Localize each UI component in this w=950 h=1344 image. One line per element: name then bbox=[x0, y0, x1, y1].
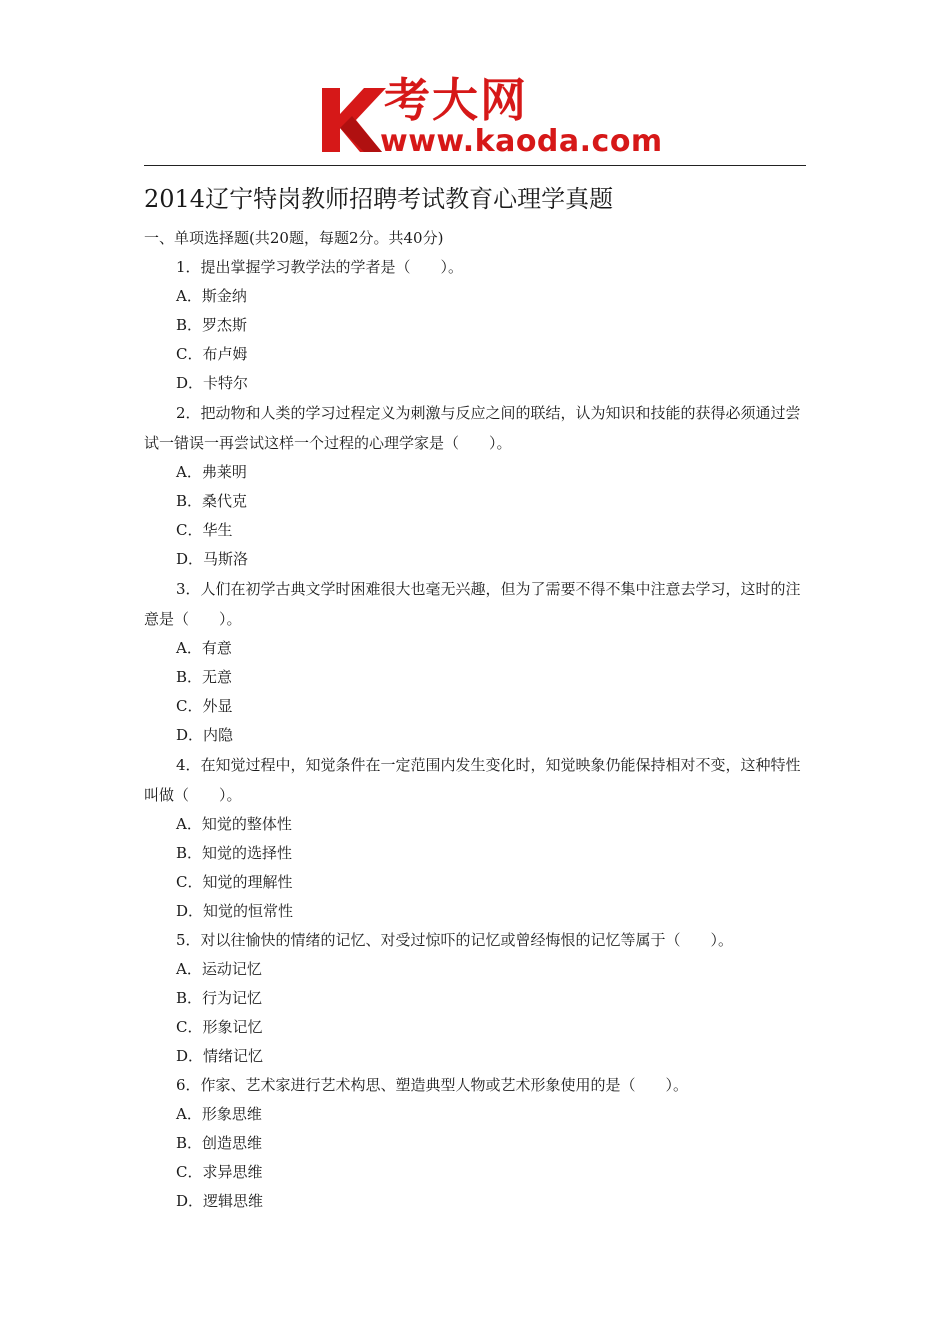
option: A．弗莱明 bbox=[176, 463, 247, 481]
k-logo-icon bbox=[318, 84, 388, 156]
question-5: 5．对以往愉快的情绪的记忆、对受过惊吓的记忆或曾经悔恨的记忆等属于（ ）。 bbox=[176, 931, 734, 949]
logo-brand-text: 考大网 bbox=[384, 73, 528, 127]
logo-url-text: www.kaoda.com bbox=[380, 124, 663, 159]
question-2-text: 2．把动物和人类的学习过程定义为刺激与反应之间的联结，认为知识和技能的获得必须通过尝试一错误一再尝试这样一个过程的心理学家是（ ）。 bbox=[144, 404, 801, 452]
option: D．卡特尔 bbox=[176, 374, 249, 392]
option: B．行为记忆 bbox=[176, 989, 263, 1007]
option: D．内隐 bbox=[176, 726, 234, 744]
option: C．布卢姆 bbox=[176, 345, 248, 363]
option: A．知觉的整体性 bbox=[176, 815, 292, 833]
document-title: 2014辽宁特岗教师招聘考试教育心理学真题 bbox=[144, 185, 614, 213]
option: C．华生 bbox=[176, 521, 233, 539]
option: B．无意 bbox=[176, 668, 233, 686]
question-1: 1．提出掌握学习教学法的学者是（ ）。 bbox=[176, 258, 464, 276]
question-6: 6．作家、艺术家进行艺术构思、塑造典型人物或艺术形象使用的是（ ）。 bbox=[176, 1076, 689, 1094]
option: D．情绪记忆 bbox=[176, 1047, 264, 1065]
question-3 bbox=[144, 574, 806, 634]
option: D．逻辑思维 bbox=[176, 1192, 264, 1210]
option: D．知觉的恒常性 bbox=[176, 902, 294, 920]
document-body bbox=[144, 224, 806, 1216]
option: B．知觉的选择性 bbox=[176, 844, 293, 862]
option: C．求异思维 bbox=[176, 1163, 263, 1181]
option: B．桑代克 bbox=[176, 492, 248, 510]
option: B．罗杰斯 bbox=[176, 316, 248, 334]
question-4 bbox=[144, 750, 806, 810]
option: D．马斯洛 bbox=[176, 550, 249, 568]
kaoda-logo bbox=[318, 73, 663, 162]
option: A．运动记忆 bbox=[176, 960, 262, 978]
option: C．形象记忆 bbox=[176, 1018, 263, 1036]
option: C．外显 bbox=[176, 697, 233, 715]
option: B．创造思维 bbox=[176, 1134, 263, 1152]
question-3-text: 3．人们在初学古典文学时困难很大也毫无兴趣，但为了需要不得不集中注意去学习，这时的注意是（ ）。 bbox=[144, 580, 801, 628]
question-4-text: 4．在知觉过程中，知觉条件在一定范围内发生变化时，知觉映象仍能保持相对不变，这种特性叫做（ ）。 bbox=[144, 756, 801, 804]
option: C．知觉的理解性 bbox=[176, 873, 293, 891]
option: A．斯金纳 bbox=[176, 287, 247, 305]
section-heading: 一、单项选择题(共20题，每题2分。共40分) bbox=[144, 229, 444, 247]
question-2 bbox=[144, 398, 806, 458]
option: A．形象思维 bbox=[176, 1105, 262, 1123]
header-divider bbox=[144, 165, 806, 166]
option: A．有意 bbox=[176, 639, 232, 657]
